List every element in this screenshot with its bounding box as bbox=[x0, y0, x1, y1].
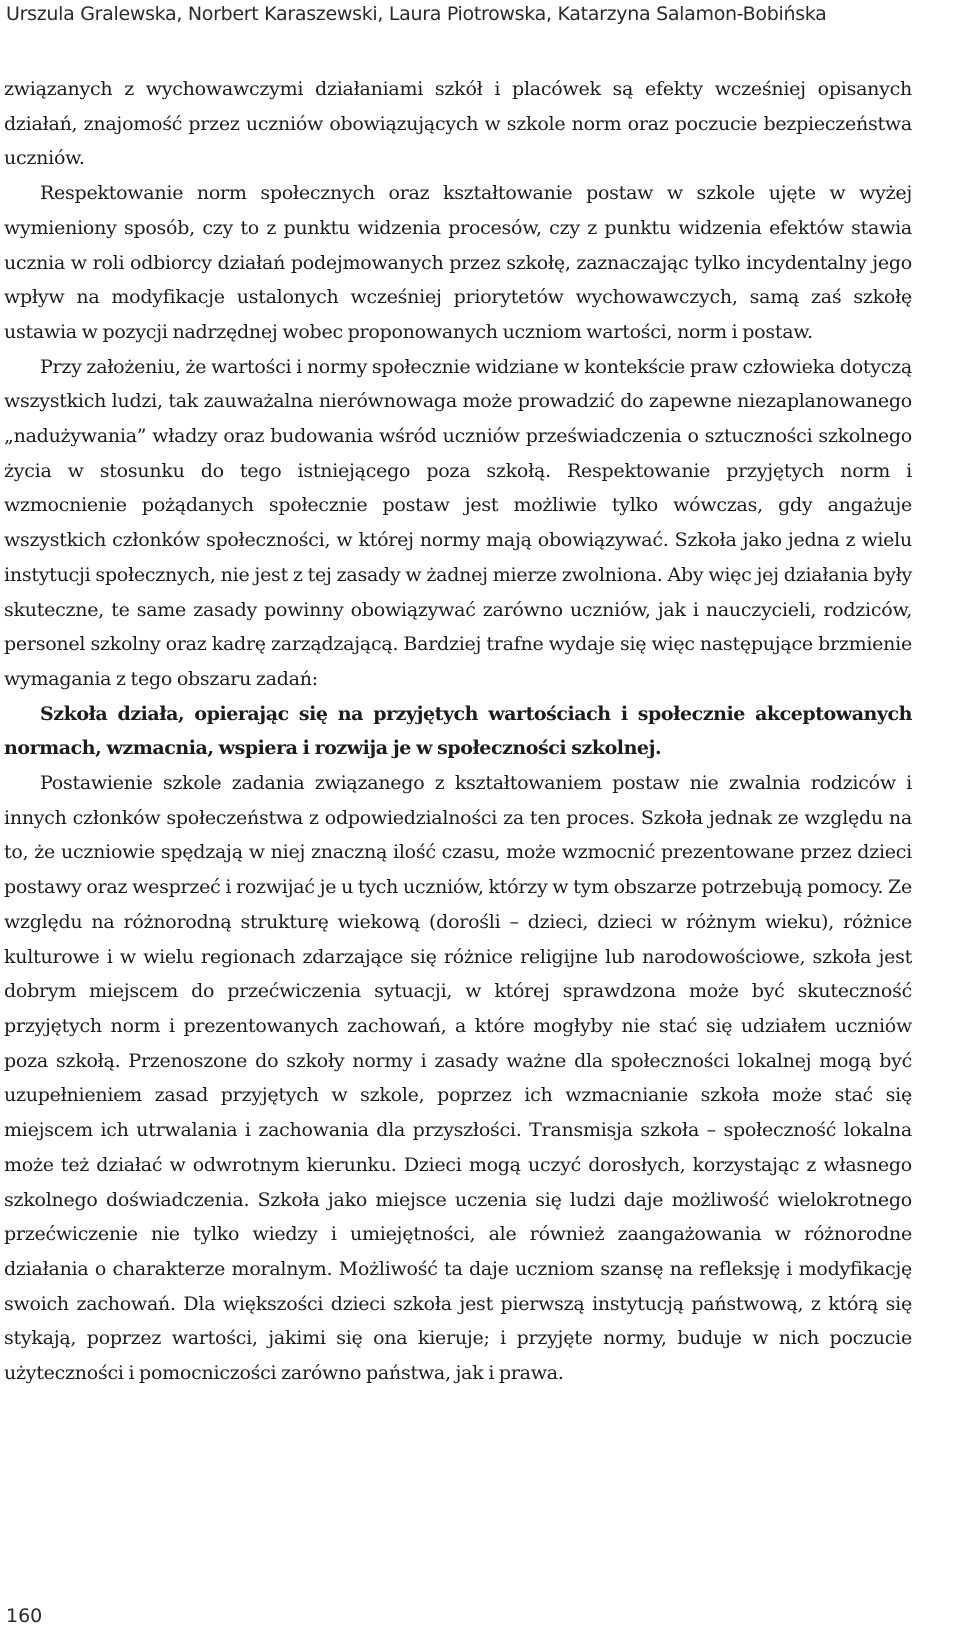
paragraph-school-task: Postawienie szkole zadania związanego z kształtowaniem postaw nie zwalnia rodziców i innych członków społeczeństwa z odpowiedzialności za ten proces. Szkoła jednak ze względu na to, że uczniowie spędzają w niej znaczną ilość czasu, może wzmocnić prezentowane przez dzieci postawy oraz wesprzeć i rozwijać je u tych uczniów, którzy w tym obszarze potrzebują pomocy. Ze względu na różnorodną strukturę wiekową (dorośli – dzieci, dzieci w różnym wieku), różnice kulturowe i w wielu regionach zdarzające się różnice religijne lub narodowościowe, szkoła jest dobrym miejscem do przećwiczenia sytuacji, w której sprawdzona może być skuteczność przyjętych norm i prezentowanych zachowań, a które mogłyby nie stać się udziałem uczniów poza szkołą. Przenoszone do szkoły normy i zasady ważne dla społeczności lokalnej mogą być uzupełnieniem zasad przyjętych w szkole, poprzez ich wzmacnianie szkoła może stać się miejscem ich utrwalania i zachowania dla przyszłości. Transmisja szkoła – społeczność lokalna może też działać w odwrotnym kierunku. Dzieci mogą uczyć dorosłych, korzystając z własnego szkolnego doświadczenia. Szkoła jako miejsce uczenia się ludzi daje możliwość wielokrotnego przećwiczenie nie tylko wiedzy i umiejętności, ale również zaangażowania w różnorodne działania o charakterze moralnym. Możliwość ta daje uczniom szansę na refleksję i modyfikację swoich zachowań. Dla większości dzieci szkoła jest pierwszą instytucją państwową, z którą się stykają, poprzez wartości, jakimi się ona kieruje; i przyjęte normy, buduje w nich poczucie użyteczności i pomocniczości zarówno państwa, jak i prawa. bbox=[4, 772, 912, 1385]
page-number: 160 bbox=[6, 1605, 43, 1627]
requirement-statement: Szkoła działa, opierając się na przyjętych wartościach i społecznie akceptowanych normach, wzmacnia, wspiera i rozwija je w społeczności szkolnej. bbox=[4, 702, 912, 760]
paragraph-continuation: związanych z wychowawczymi działaniami szkół i placówek są efekty wcześniej opisanych działań, znajomość przez uczniów obowiązujących w szkole norm oraz poczucie bezpieczeństwa uczniów. bbox=[4, 78, 912, 170]
paragraph-human-rights: Przy założeniu, że wartości i normy społecznie widziane w kontekście praw człowieka dotyczą wszystkich ludzi, tak zauważalna nierównowaga może prowadzić do zapewne niezaplanowanego „nadużywania” władzy oraz budowania wśród uczniów przeświadczenia o sztuczności szkolnego życia w stosunku do tego istniejącego poza szkołą. Respektowanie przyjętych norm i wzmocnienie pożądanych społecznie postaw jest możliwie tylko wówczas, gdy angażuje wszystkich członków społeczności, w której normy mają obowiązywać. Szkoła jako jedna z wielu instytucji społecznych, nie jest z tej zasady w żadnej mierze zwolniona. Aby więc jej działania były skuteczne, te same zasady powinny obowiązywać zarówno uczniów, jak i nauczycieli, rodziców, personel szkolny oraz kadrę zarządzającą. Bardziej trafne wydaje się więc następujące brzmienie wymagania z tego obszaru zadań: bbox=[4, 355, 912, 690]
paragraph-respecting-norms: Respektowanie norm społecznych oraz kształtowanie postaw w szkole ujęte w wyżej wymieniony sposób, czy to z punktu widzenia procesów, czy z punktu widzenia efektów stawia ucznia w roli odbiorcy działań podejmowanych przez szkołę, zaznaczając tylko incydentalny jego wpływ na modyfikacje ustalonych wcześniej priorytetów wychowawczych, samą zaś szkołę ustawia w pozycji nadrzędnej wobec proponowanych uczniom wartości, norm i postaw. bbox=[4, 182, 912, 343]
body-text bbox=[4, 72, 912, 1391]
running-header-authors: Urszula Gralewska, Norbert Karaszewski, Laura Piotrowska, Katarzyna Salamon-Bobińska bbox=[6, 3, 827, 25]
